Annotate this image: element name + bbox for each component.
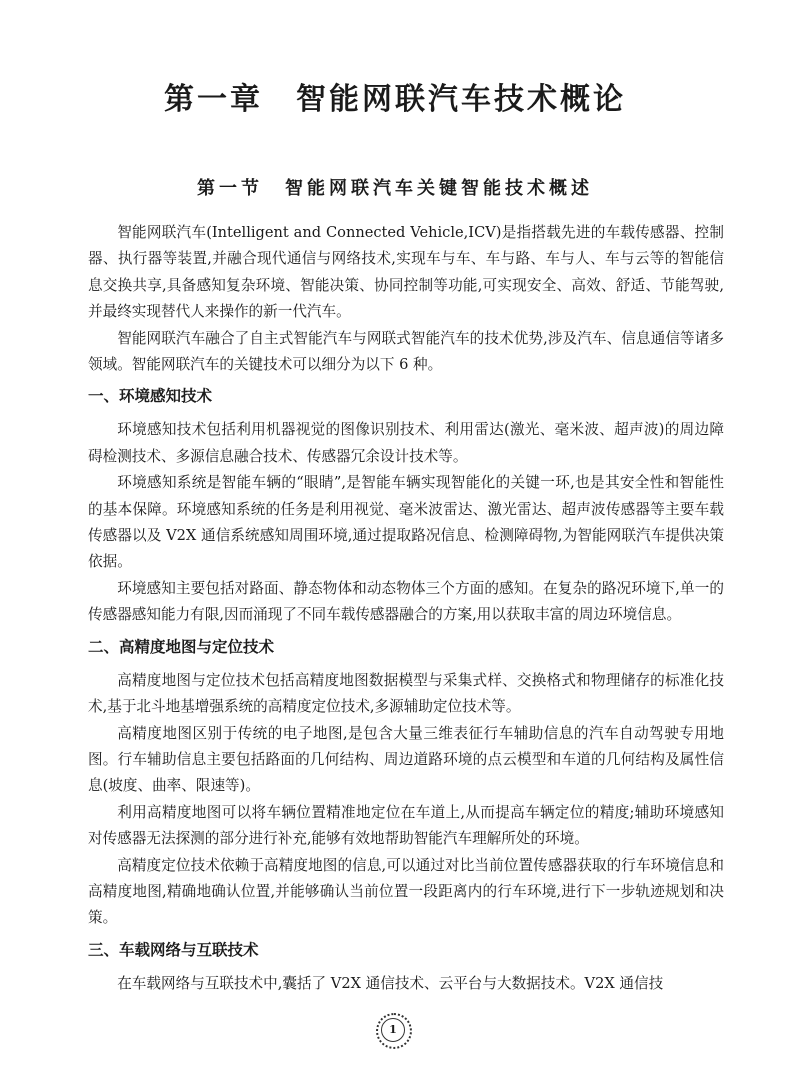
paragraph: 利用高精度地图可以将车辆位置精准地定位在车道上,从而提高车辆定位的精度;辅助环境感知对传感器无法探测的部分进行补充,能够有效地帮助智能汽车理解所处的环境。	[88, 803, 724, 848]
paragraph: 高精度地图与定位技术包括高精度地图数据模型与采集式样、交换格式和物理储存的标准化技术,基于北斗地基增强系统的高精度定位技术,多源辅助定位技术等。	[88, 671, 724, 716]
paragraph: 在车载网络与互联技术中,囊括了 V2X 通信技术、云平台与大数据技术。V2X 通信技	[117, 974, 664, 992]
intro-paragraph-2: 智能网联汽车融合了自主式智能汽车与网联式智能汽车的技术优势,涉及汽车、信息通信等诸多领域。智能网联汽车的关键技术可以细分为以下 6 种。	[88, 329, 724, 374]
subsection-heading-hd-map-positioning: 二、高精度地图与定位技术	[88, 637, 275, 656]
paragraph: 高精度地图区别于传统的电子地图,是包含大量三维表征行车辅助信息的汽车自动驾驶专用地图。行车辅助信息主要包括路面的几何结构、周边道路环境的点云模型和车道的几何结构及属性信息(坡度、曲率、限速等)。	[88, 724, 724, 795]
intro-paragraph-1: 智能网联汽车(Intelligent and Connected Vehicle,ICV)是指搭载先进的车载传感器、控制器、执行器等装置,并融合现代通信与网络技术,实现车与车、车与路、车与人、车与云等的智能信息交换共享,具备感知复杂环境、智能决策、协同控制等功能,可实现安全、高效、舒适、节能驾驶,并最终实现替代人来操作的新一代汽车。	[88, 224, 724, 321]
paragraph: 环境感知主要包括对路面、静态物体和动态物体三个方面的感知。在复杂的路况环境下,单一的传感器感知能力有限,因而涌现了不同车载传感器融合的方案,用以获取丰富的周边环境信息。	[88, 579, 724, 624]
paragraph: 环境感知技术包括利用机器视觉的图像识别技术、利用雷达(激光、毫米波、超声波)的周边障碍检测技术、多源信息融合技术、传感器冗余设计技术等。	[88, 421, 724, 465]
subsection-heading-vehicle-network: 三、车载网络与互联技术	[88, 940, 259, 959]
chapter-title: 第一章 智能网联汽车技术概论	[164, 82, 626, 117]
body-text	[88, 220, 724, 997]
section-title: 第一节 智能网联汽车关键智能技术概述	[197, 178, 593, 199]
page-number: 1	[381, 1018, 405, 1042]
paragraph: 环境感知系统是智能车辆的“眼睛”,是智能车辆实现智能化的关键一环,也是其安全性和智能性的基本保障。环境感知系统的任务是利用视觉、毫米波雷达、激光雷达、超声波传感器等主要车载传感器以及 V2X 通信系统感知周围环境,通过提取路况信息、检测障碍物,为智能网联汽车提供决策依据。	[88, 474, 724, 571]
paragraph: 高精度定位技术依赖于高精度地图的信息,可以通过对比当前位置传感器获取的行车环境信息和高精度地图,精确地确认位置,并能够确认当前位置一段距离内的行车环境,进行下一步轨迹规划和决策。	[88, 856, 724, 927]
subsection-heading-environment-perception: 一、环境感知技术	[88, 387, 213, 406]
page-number-badge	[376, 1013, 412, 1049]
